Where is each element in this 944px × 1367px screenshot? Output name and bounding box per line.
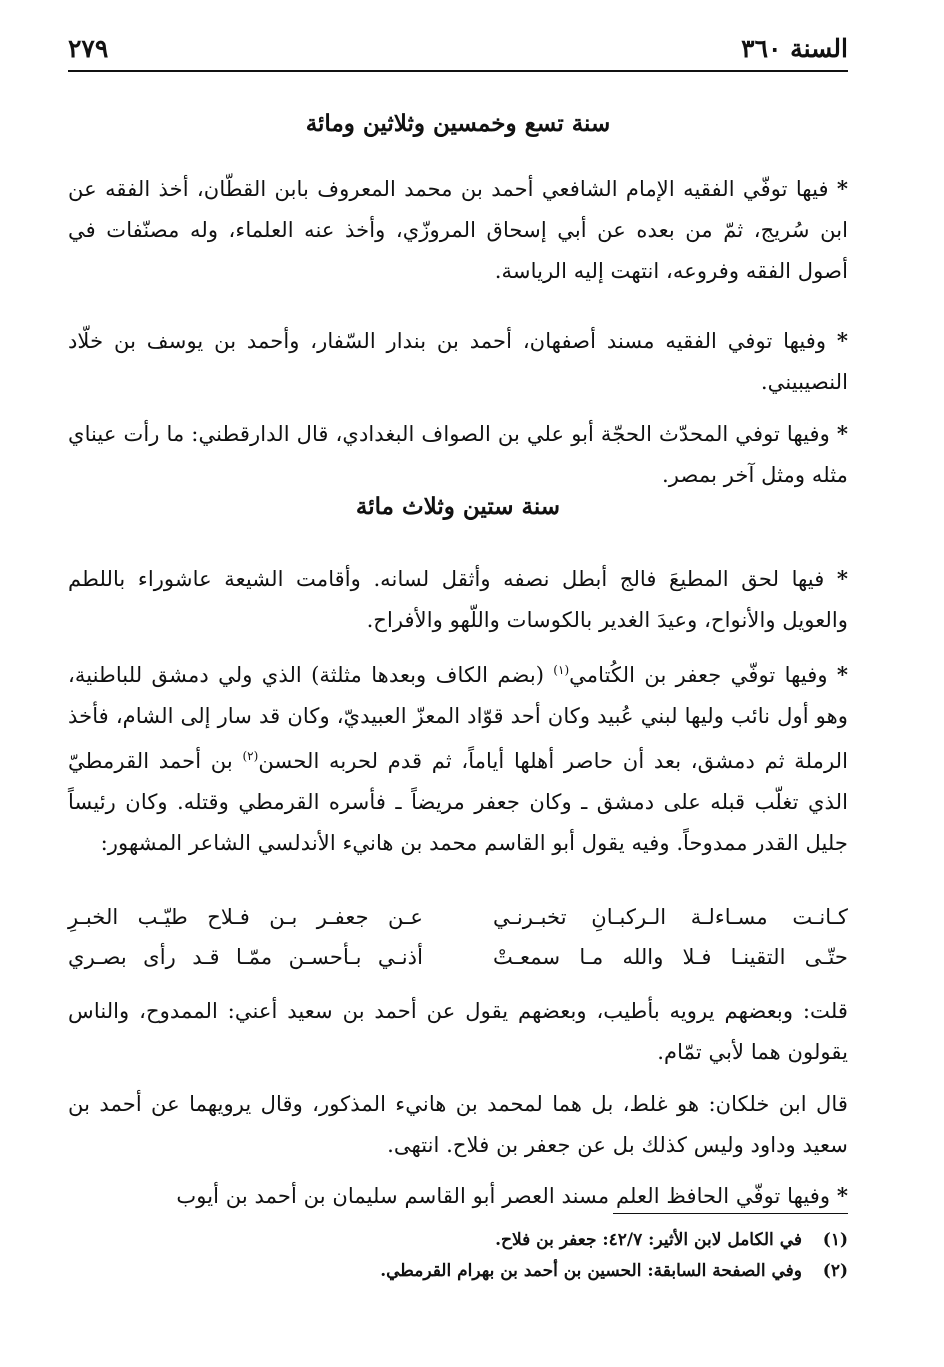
- poem-first-hemistich: حتّـى التقينـا فـلا والله مـا سمعـتْ: [493, 944, 848, 969]
- paragraph: [68, 320, 848, 402]
- footnote: [68, 1256, 848, 1287]
- footnote: [68, 1225, 848, 1256]
- paragraph-text: وفيها توفي الفقيه مسند أصفهان، أحمد بن بندار السّفار، وأحمد بن يوسف بن خلّاد النصيبيني.: [68, 328, 848, 394]
- footnote-ref: (٢): [242, 749, 259, 764]
- paragraph-text: قلت: وبعضهم يرويه بأطيب، وبعضهم يقول عن أحمد بن سعيد أعني: الممدوح، والناس يقولون هما لأبي تمّام.: [68, 998, 848, 1064]
- footnote-mark: (١): [822, 1230, 848, 1250]
- paragraph-text: وفيها توفّي الحافظ العلم مسند العصر أبو القاسم سليمان بن أحمد بن أيوب: [176, 1183, 831, 1208]
- page-number: ٢٧٩: [68, 34, 109, 63]
- section-heading: سنة تسع وخمسين وثلاثين ومائة: [305, 110, 611, 137]
- poem: [68, 904, 848, 984]
- footnote-divider: [613, 1213, 848, 1214]
- bullet-marker: *: [836, 421, 848, 446]
- bullet-marker: *: [836, 328, 848, 353]
- paragraph-text: قال ابن خلكان: هو غلط، بل هما لمحمد بن هانيء المذكور، وقال يرويهما عن أحمد بن سعيد وداود وليس كذلك بل عن جعفر بن فلاح. انتهى.: [68, 1091, 848, 1157]
- paragraph-text: (بضم الكاف وبعدها مثلثة) الذي ولي دمشق للباطنية، وهو أول نائب وليها لبني عُبيد وكان أحد قوّاد المعزّ العبيديّ، وكان قد سار إلى الشام، فأخذ الرملة ثم دمشق، بعد أن حاصر أهلها أياماً، ثم قدم لحربه الحسن: [68, 662, 848, 774]
- paragraph-text: فيها لحق المطيعَ فالج أبطل نصفه وأثقل لسانه. وأقامت الشيعة عاشوراء باللطم والعويل والأنواح، وعيدَ الغدير بالكوسات واللّهو والأفراح.: [68, 566, 848, 632]
- paragraph: [68, 168, 848, 291]
- paragraph-text: وفيها توفّي جعفر بن الكُتامي: [569, 662, 828, 688]
- bullet-marker: *: [836, 1183, 848, 1208]
- paragraph-text: بن أحمد القرمطيّ الذي تغلّب قبله على دمشق ـ وكان جعفر مريضاً ـ فأسره القرمطي وقتله. وكان رئيساً جليل القدر ممدوحاً. وفيه يقول أبو القاسم محمد بن هانيء الأندلسي الشاعر المشهور:: [68, 748, 848, 856]
- paragraph: [68, 413, 848, 495]
- poem-second-hemistich: أذنـي بـأحسـن ممّـا قـد رأى بصـري: [68, 944, 423, 969]
- poem-first-hemistich: كـانـت مسـاءلـة الـركبـانِ تخبـرنـي: [493, 904, 848, 929]
- book-page: [68, 28, 848, 1348]
- footnote-mark: (٢): [822, 1261, 848, 1281]
- running-head: السنة ٣٦٠: [741, 34, 848, 63]
- paragraph: [68, 1083, 848, 1165]
- paragraph: [68, 990, 848, 1072]
- paragraph: [68, 558, 848, 640]
- poem-verse: [68, 904, 848, 944]
- footnote-ref: (١): [553, 663, 570, 677]
- footnotes: [68, 1225, 848, 1287]
- bullet-marker: *: [836, 176, 848, 201]
- bullet-marker: *: [836, 566, 848, 591]
- bullet-marker: *: [836, 662, 848, 688]
- footnote-text: في الكامل لابن الأثير: ٤٢/٧: جعفر بن فلاح.: [495, 1230, 802, 1250]
- paragraph: [68, 1175, 848, 1216]
- footnote-text: وفي الصفحة السابقة: الحسين بن أحمد بن بهرام القرمطي.: [380, 1261, 802, 1281]
- paragraph-text: وفيها توفي المحدّث الحجّة أبو علي بن الصواف البغدادي، قال الدارقطني: ما رأت عيناي مثله ومثل آخر بمصر.: [68, 421, 848, 487]
- page-header: [68, 28, 848, 72]
- section-heading: سنة ستين وثلاث مائة: [355, 493, 561, 520]
- paragraph: [68, 650, 848, 863]
- poem-second-hemistich: عـن جعفـر بـن فـلاح طيّـب الخبـرِ: [68, 904, 423, 929]
- poem-verse: [68, 944, 848, 984]
- paragraph-text: فيها توفّي الفقيه الإمام الشافعي أحمد بن محمد المعروف بابن القطّان، أخذ الفقه عن ابن سُريج، ثمّ من بعده عن أبي إسحاق المروزّي، وأخذ عنه العلماء، وله مصنّفات في أصول الفقه وفروعه، انتهت إليه الرياسة.: [68, 176, 848, 283]
